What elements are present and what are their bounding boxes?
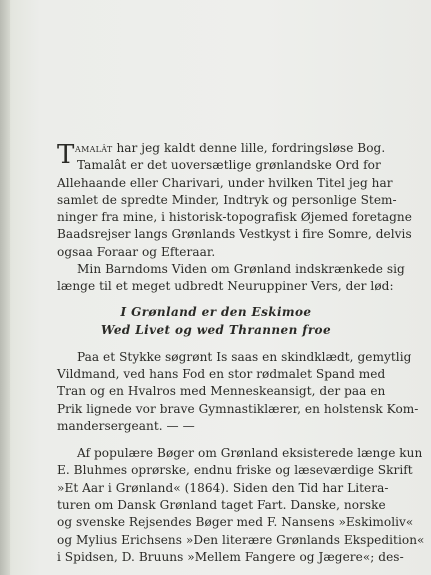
text-line: »Et Aar i Grønland« (1864). Siden den Tid har Litera- (57, 480, 389, 495)
text-line: Min Barndoms Viden om Grønland indskrænkede sig (77, 262, 405, 277)
text-line: Tamalât er det uoversætlige grønlandske Ord for (77, 158, 381, 173)
text-line: samlet de spredte Minder, Indtryk og personlige Stem- (57, 192, 397, 207)
text-line: Af populære Bøger om Grønland eksisterede længe kun (77, 446, 423, 461)
book-spine-shadow (0, 0, 10, 575)
text-line: turen om Dansk Grønland taget Fart. Danske, norske (57, 498, 386, 513)
verse-quote (57, 303, 375, 339)
paragraph-picture (57, 349, 419, 435)
paragraph-gap (57, 435, 375, 445)
drop-cap: T (57, 140, 75, 170)
text-line: og svenske Rejsendes Bøger med F. Nansens »Eskimoliv« (57, 515, 414, 530)
text-line: ogsaa Foraar og Efteraar. (57, 244, 216, 259)
paragraph-childhood (57, 261, 405, 296)
text-line: Baadsrejser langs Grønlands Vestkyst i fire Somre, delvis (57, 227, 412, 242)
text-line: Prik lignede vor brave Gymnastiklærer, en holstensk Kom- (57, 401, 419, 416)
paragraph-intro (57, 140, 412, 261)
text-line: mandersergeant. — — (57, 418, 195, 433)
text-line: i Spidsen, D. Bruuns »Mellem Fangere og Jægere«; des- (57, 549, 404, 564)
text-line: Allehaande eller Charivari, under hvilken Titel jeg har (57, 175, 393, 190)
text-line: Paa et Stykke søgrønt Is saas en skindklædt, gemytlig (77, 349, 412, 364)
text-line: har jeg kaldt denne lille, fordringsløse Bog. (116, 141, 386, 155)
text-line: længe til et meget udbredt Neuruppiner Vers, der lød: (57, 279, 394, 294)
page-text (57, 140, 425, 566)
text-line: ninger fra mine, i historisk-topografisk Øjemed foretagne (57, 210, 412, 225)
text-line: Vildmand, ved hans Fod en stor rødmalet Spand med (57, 366, 386, 381)
first-word-rest: amalât (75, 141, 113, 155)
text-line: Tran og en Hvalros med Menneskeansigt, der paa en (57, 384, 386, 399)
verse-line-1: I Grønland er den Eskimoe (120, 304, 312, 319)
text-line: E. Bluhmes oprørske, endnu friske og læseværdige Skrift (57, 463, 413, 478)
text-line: og Mylius Erichsens »Den literære Grønlands Ekspedition« (57, 532, 425, 547)
verse-line-2: Wed Livet og wed Thrannen froe (101, 322, 331, 337)
paragraph-books (57, 445, 425, 566)
